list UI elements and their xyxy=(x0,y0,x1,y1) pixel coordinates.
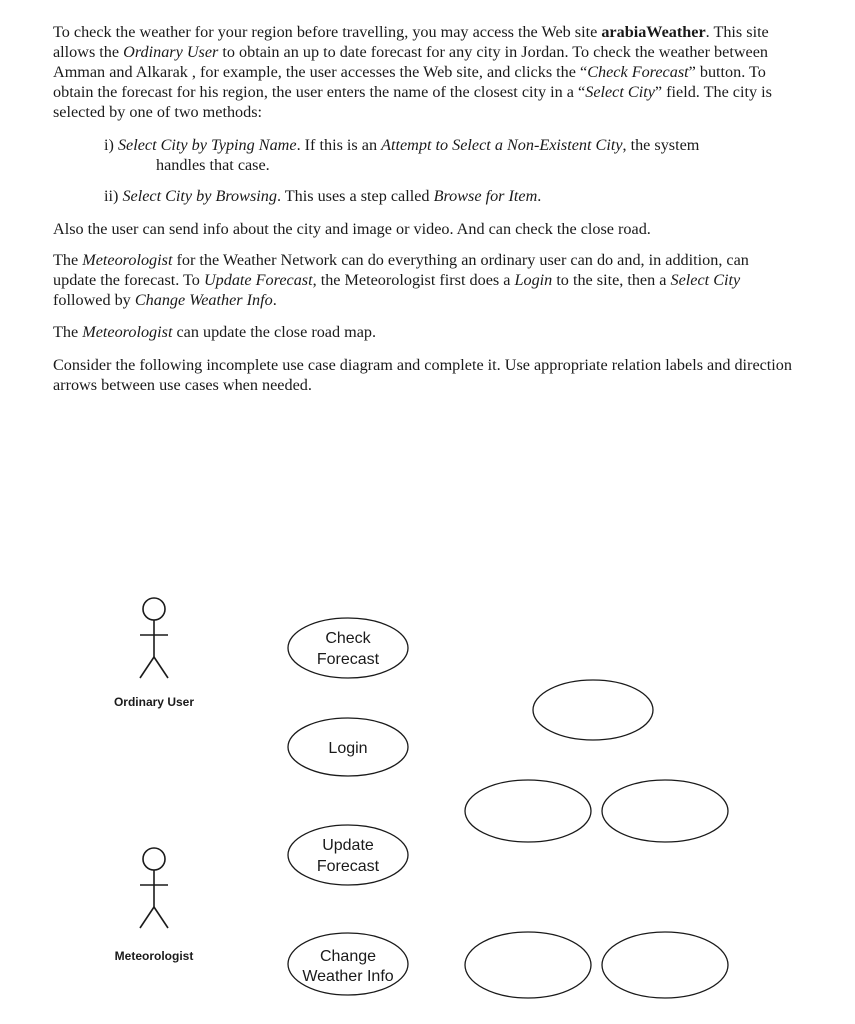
term-select-city-browsing: Select City by Browsing xyxy=(122,187,277,205)
term-meteorologist: Meteorologist xyxy=(82,251,173,269)
actor-ordinary-user xyxy=(114,598,194,709)
use-case-label: Update xyxy=(322,837,374,854)
term-browse-for-item: Browse for Item xyxy=(433,187,538,205)
actor-label: Ordinary User xyxy=(113,695,195,709)
instruction-paragraph xyxy=(53,355,793,395)
term-meteorologist: Meteorologist xyxy=(82,323,173,341)
term-check-forecast: Check Forecast xyxy=(587,63,689,81)
term-non-existent-city: Attempt to Select a Non-Existent City xyxy=(381,136,623,154)
road-map-paragraph xyxy=(53,322,793,342)
term-change-weather-info: Change Weather Info xyxy=(134,291,273,309)
para-text: The xyxy=(53,323,83,341)
method-text: . This uses a step called xyxy=(276,187,434,205)
term-ordinary-user: Ordinary User xyxy=(123,43,219,61)
para-text: followed by xyxy=(53,291,135,309)
use-case-label: Forecast xyxy=(316,858,380,875)
empty-use-case xyxy=(465,932,591,998)
use-case-label: Weather Info xyxy=(302,968,394,985)
use-case-diagram xyxy=(0,560,855,1024)
instruction-text: Consider the following incomplete use case diagram and complete it. Use appropriate relation labels and direction arrows between use cases when needed. xyxy=(53,356,792,394)
term-select-city-typing: Select City by Typing Name xyxy=(117,136,297,154)
method-number: ii) xyxy=(104,187,123,205)
intro-text: ” button. To obtain the forecast for his region, the user enters the name of the closest city in a “ xyxy=(53,63,766,101)
use-case-change-weather-info xyxy=(288,933,408,995)
method-text: . If this is an xyxy=(296,136,382,154)
para-text: to the site, then a xyxy=(552,271,671,289)
empty-use-case xyxy=(533,680,653,740)
para-text: , the Meteorologist first does a xyxy=(312,271,515,289)
use-case-label: Change xyxy=(319,948,377,965)
intro-text: to obtain an up to date forecast for any city in Jordan. To check the weather between Amman and Alkarak , for example, the user accesses the Web site, and clicks the “ xyxy=(53,43,768,81)
stick-figure-icon xyxy=(140,598,168,678)
actor-label: Meteorologist xyxy=(114,949,194,963)
use-case-check-forecast xyxy=(288,618,408,678)
meteorologist-paragraph xyxy=(53,250,793,310)
term-select-city: Select City xyxy=(670,271,741,289)
term-update-forecast: Update Forecast xyxy=(203,271,313,289)
para-text: . xyxy=(272,291,277,309)
para-text: for the Weather Network can do everything an ordinary user can do and, in addition, can update the forecast. To xyxy=(53,251,749,289)
method-text: . xyxy=(537,187,542,205)
method-text: , the system xyxy=(622,136,700,154)
method-typing xyxy=(104,135,784,175)
method-text-continuation: handles that case. xyxy=(156,156,270,174)
intro-text: . This site allows the xyxy=(53,23,769,61)
empty-use-case xyxy=(602,780,728,842)
para-text: can update the close road map. xyxy=(172,323,377,341)
use-case-label: Check xyxy=(325,630,371,647)
method-number: i) xyxy=(104,136,118,154)
empty-use-case xyxy=(602,932,728,998)
para-text: The xyxy=(53,251,83,269)
site-name: arabiaWeather xyxy=(601,23,706,41)
use-case-login xyxy=(288,718,408,776)
intro-text: To check the weather for your region before travelling, you may access the Web site xyxy=(53,23,602,41)
use-case-label: Forecast xyxy=(316,651,380,668)
term-select-city: Select City xyxy=(585,83,655,101)
term-login: Login xyxy=(514,271,553,289)
stick-figure-icon xyxy=(140,848,168,928)
actor-meteorologist xyxy=(115,848,194,963)
empty-use-case xyxy=(465,780,591,842)
intro-text: ” field. The city is selected by one of two methods: xyxy=(53,83,772,121)
method-browsing xyxy=(104,186,784,206)
user-extras-text: Also the user can send info about the city and image or video. And can check the close road. xyxy=(53,220,651,238)
intro-paragraph xyxy=(53,22,793,122)
user-extras-paragraph xyxy=(53,219,793,239)
use-case-update-forecast xyxy=(288,825,408,885)
use-case-label: Login xyxy=(328,740,368,757)
